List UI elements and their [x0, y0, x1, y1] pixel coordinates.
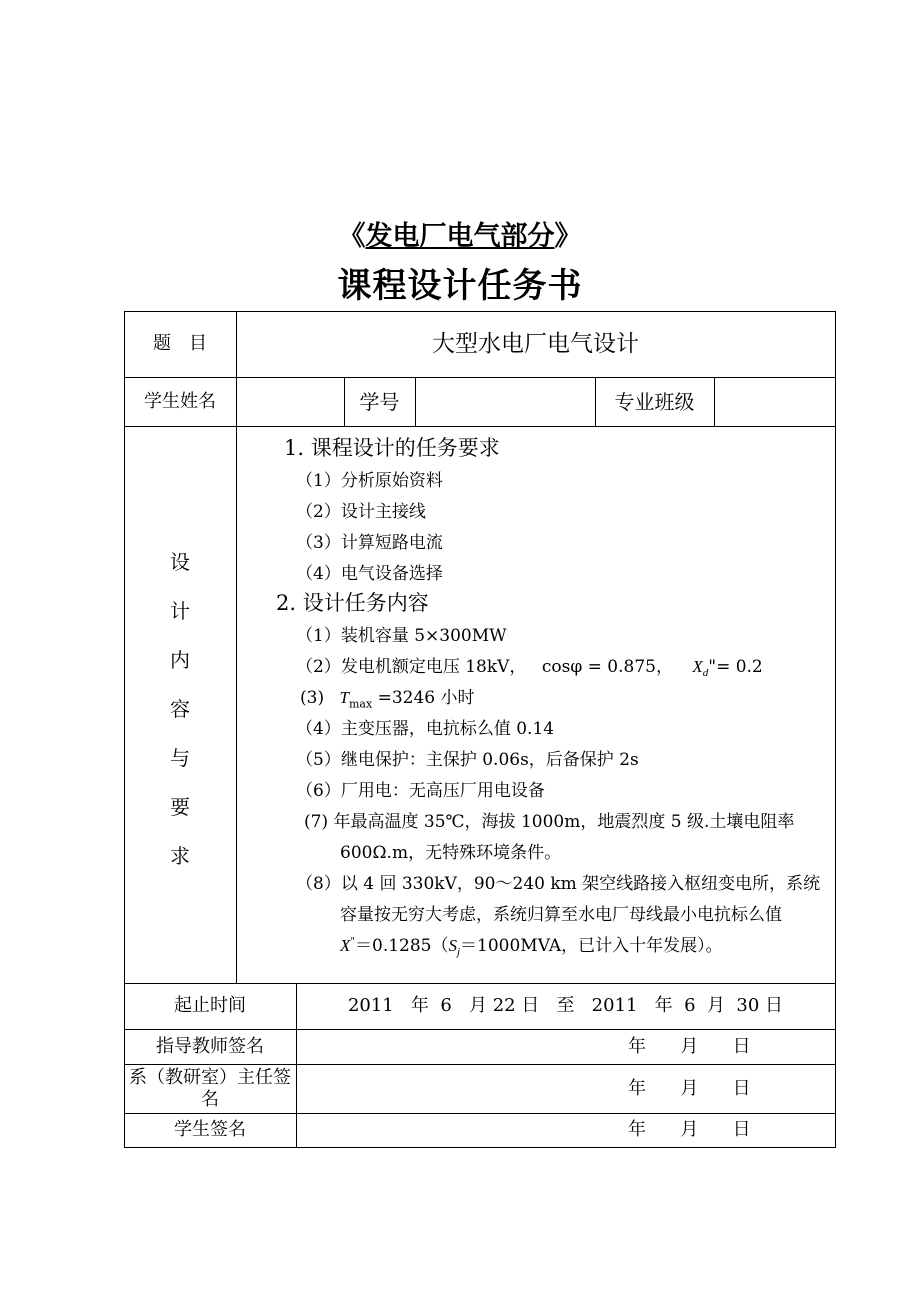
document-title: 课程设计任务书 — [337, 266, 583, 306]
section2-item-7-line2: 600Ω.m，无特殊环境条件。 — [340, 843, 562, 863]
content-label-char: 设 — [170, 550, 190, 574]
section1-item: （4）电气设备选择 — [296, 564, 443, 584]
item2-text: （2）发电机额定电压 18kV， — [296, 657, 527, 677]
table-line — [124, 426, 836, 427]
section2-item-4: （4）主变压器，电抗标么值 0.14 — [296, 719, 555, 739]
teacher-sign-date: 年 月 日 — [628, 1035, 751, 1057]
student-id-label: 学号 — [359, 389, 400, 414]
content-label-char: 求 — [170, 844, 190, 868]
section2-item-8-line3 — [340, 931, 723, 958]
content-label-char: 容 — [170, 697, 190, 721]
period-value: 2011 年 6 月 22 日 至 2011 年 6 月 30 日 — [347, 995, 784, 1016]
section2-item-2 — [296, 652, 763, 679]
item8-x-sup: " — [350, 936, 355, 948]
section2-item-6: （6）厂用电：无高压厂用电设备 — [296, 781, 545, 801]
student-name-field[interactable] — [236, 377, 344, 426]
item8-line3b: ＝1000MVA，已计入十年发展）。 — [460, 936, 723, 956]
table-border-right — [835, 311, 836, 1148]
topic-label: 题 目 — [153, 333, 207, 354]
item8-line3a: ＝0.1285（ — [355, 936, 449, 956]
section2-item-8-line1: （8）以 4 回 330kV，90～240 km 架空线路接入枢纽变电所，系统 — [296, 874, 821, 894]
item3-prefix: (3) — [300, 688, 325, 708]
course-title — [0, 214, 920, 253]
content-label-char: 要 — [170, 795, 190, 819]
item8-x: X — [340, 936, 351, 955]
section2-item-8-line2: 容量按无穷大考虑，系统归算至水电厂母线最小电抗标么值 — [340, 905, 782, 925]
course-title-open: 《 — [338, 221, 366, 252]
section1-item: （3）计算短路电流 — [296, 533, 443, 553]
section1-title: 1. 课程设计的任务要求 — [284, 436, 500, 460]
period-label: 起止时间 — [174, 995, 246, 1016]
student-id-field[interactable] — [415, 377, 595, 426]
student-name-label: 学生姓名 — [144, 390, 216, 412]
section2-title: 2. 设计任务内容 — [276, 591, 429, 615]
item3-t-sub: max — [348, 697, 373, 711]
item2-xd: $X_d"= 0.2$ — [692, 657, 763, 680]
item2-cos: cosφ = 0.875， — [541, 657, 673, 677]
course-title-close: 》 — [554, 221, 582, 252]
section2-item-1: （1）装机容量 5×300MW — [296, 626, 507, 646]
section1-item: （1）分析原始资料 — [296, 471, 443, 491]
section2-item-5: （5）继电保护：主保护 0.06s，后备保护 2s — [296, 750, 639, 770]
class-label: 专业班级 — [614, 389, 695, 414]
content-label-char: 内 — [170, 648, 190, 672]
course-title-text: 发电厂电气部分 — [365, 221, 555, 252]
dept-sign-label: 系（教研室）主任签名 — [129, 1066, 291, 1110]
section2-item-3 — [300, 683, 475, 710]
content-label-char: 与 — [170, 746, 190, 770]
item3-value: =3246 小时 — [377, 688, 475, 708]
student-sign-label: 学生签名 — [174, 1119, 246, 1140]
table-border-bottom — [124, 1147, 836, 1148]
teacher-sign-label: 指导教师签名 — [156, 1035, 264, 1057]
item8-s: S — [448, 936, 457, 955]
topic-value: 大型水电厂电气设计 — [432, 331, 639, 357]
content-label-char: 计 — [170, 599, 190, 623]
section2-item-7-line1: (7) 年最高温度 35℃，海拔 1000m，地震烈度 5 级.土壤电阻率 — [304, 812, 795, 832]
class-field[interactable] — [714, 377, 835, 426]
student-sign-date: 年 月 日 — [628, 1119, 751, 1140]
item3-t: T — [339, 688, 349, 707]
section1-item: （2）设计主接线 — [296, 502, 426, 522]
content-label — [124, 546, 236, 889]
item8-s-sub: j — [456, 946, 461, 959]
dept-sign-date: 年 月 日 — [628, 1077, 751, 1099]
